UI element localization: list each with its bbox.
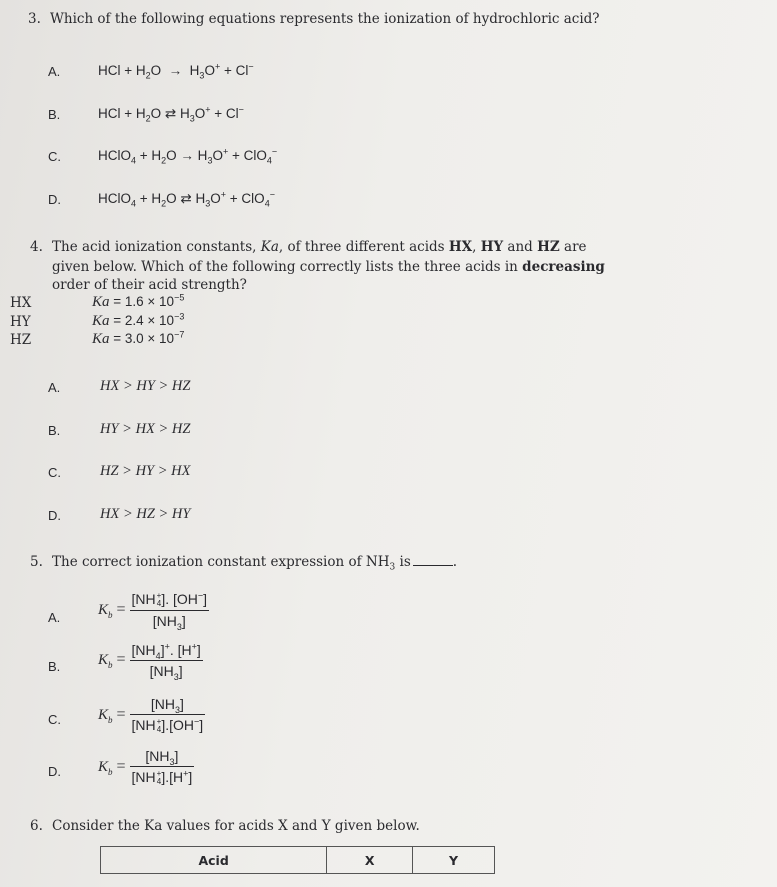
q3-option-c-letter[interactable]: C. xyxy=(48,149,61,164)
q3-option-a-equation[interactable]: HCl + $H_2O \to H_3O^+ + Cl^-$ xyxy=(98,61,254,81)
question-4-line-2: given below. Which of the following correctly lists the three acids in decreasing xyxy=(52,259,605,275)
q4-option-d-letter[interactable]: D. xyxy=(48,508,61,523)
question-4-line-1: The acid ionization constants, Ka, of three different acids HX, HY and HZ are xyxy=(52,239,587,255)
fraction: $[NH_3]$ [NH + 4 ].[H+] xyxy=(131,748,193,787)
fraction: [NH + 4 ]. [OH−] $[NH_3]$ xyxy=(131,590,208,633)
q3-option-c-equation[interactable]: HClO$_4$ + $H_2O \to H_3O^+ + ClO_4^-$ xyxy=(98,146,278,166)
q5-option-b-expression[interactable]: $K_b$ = $\frac{[NH_4]^+. [H^+]}{[NH_3]}$ xyxy=(98,641,201,682)
fraction: $\frac{[NH_4]^+. [H^+]}{[NH_3]}$ xyxy=(131,641,201,682)
answer-blank xyxy=(413,565,453,566)
q4-option-a-letter[interactable]: A. xyxy=(48,380,61,395)
acid-name-hz: HZ xyxy=(10,332,32,348)
q3-option-d-equation[interactable]: HClO$_4$ + $H_2O$ ⇄ $H_3O^+ + ClO_4^-$ xyxy=(98,189,275,209)
question-4-number: 4. xyxy=(30,239,43,255)
table-header-x: X xyxy=(327,847,413,874)
question-text: The correct ionization constant expression of NH xyxy=(52,554,390,570)
question-6-prompt xyxy=(30,817,420,835)
question-number: 3. xyxy=(28,11,41,27)
question-text: Consider the Ka values for acids X and Y given below. xyxy=(52,818,420,834)
q4-option-c-text[interactable]: HZ > HY > HX xyxy=(100,463,191,479)
question-tail: is xyxy=(399,554,411,570)
q5-option-d-letter[interactable]: D. xyxy=(48,764,61,779)
question-4-line-3: order of their acid strength? xyxy=(52,277,247,293)
question-3-prompt xyxy=(28,10,600,28)
question-text: Which of the following equations represents the ionization of hydrochloric acid? xyxy=(50,11,600,27)
ka-value-hy: $Ka = 2.4 \times 10^{-3}$ xyxy=(92,311,185,329)
ka-value-hx: $Ka = 1.6 \times 10^{-5}$ xyxy=(92,292,185,310)
q4-option-d-text[interactable]: HX > HZ > HY xyxy=(100,506,191,522)
acid-name-hx: HX xyxy=(10,295,32,311)
q5-option-c-letter[interactable]: C. xyxy=(48,712,61,727)
table-header-acid: Acid xyxy=(101,847,327,874)
q4-option-c-letter[interactable]: C. xyxy=(48,465,61,480)
q5-option-a-letter[interactable]: A. xyxy=(48,610,61,625)
q3-option-b-equation[interactable]: HCl + $H_2O$ ⇄ $H_3O^+ + Cl^-$ xyxy=(98,104,244,124)
table-header-y: Y xyxy=(413,847,495,874)
q3-option-a-letter[interactable]: A. xyxy=(48,64,61,79)
q5-option-b-letter[interactable]: B. xyxy=(48,659,61,674)
acid-name-hy: HY xyxy=(10,314,31,330)
question-number: 5. xyxy=(30,554,43,570)
question-5-prompt: 5. The correct ionization constant expression of $NH_3$ is . xyxy=(30,554,458,573)
q3-option-d-letter[interactable]: D. xyxy=(48,192,61,207)
q5-option-c-expression[interactable]: $K_b$ = $[NH_3]$ [NH + 4 ].[OH−] xyxy=(98,696,204,735)
table-row xyxy=(101,847,495,874)
q5-option-d-expression[interactable]: $K_b$ = $[NH_3]$ [NH + 4 ].[H+] xyxy=(98,748,193,787)
q5-option-a-expression[interactable]: $K_b$ = [NH + 4 ]. [OH−] $[NH_3]$ xyxy=(98,590,208,633)
q4-option-b-text[interactable]: HY > HX > HZ xyxy=(100,421,191,437)
ka-value-hz: $Ka = 3.0 \times 10^{-7}$ xyxy=(92,329,185,347)
fraction: $[NH_3]$ [NH + 4 ].[OH−] xyxy=(131,696,204,735)
q4-option-b-letter[interactable]: B. xyxy=(48,423,61,438)
q3-option-b-letter[interactable]: B. xyxy=(48,107,61,122)
q4-option-a-text[interactable]: HX > HY > HZ xyxy=(100,378,191,394)
question-number: 6. xyxy=(30,818,43,834)
ka-table xyxy=(100,846,495,874)
